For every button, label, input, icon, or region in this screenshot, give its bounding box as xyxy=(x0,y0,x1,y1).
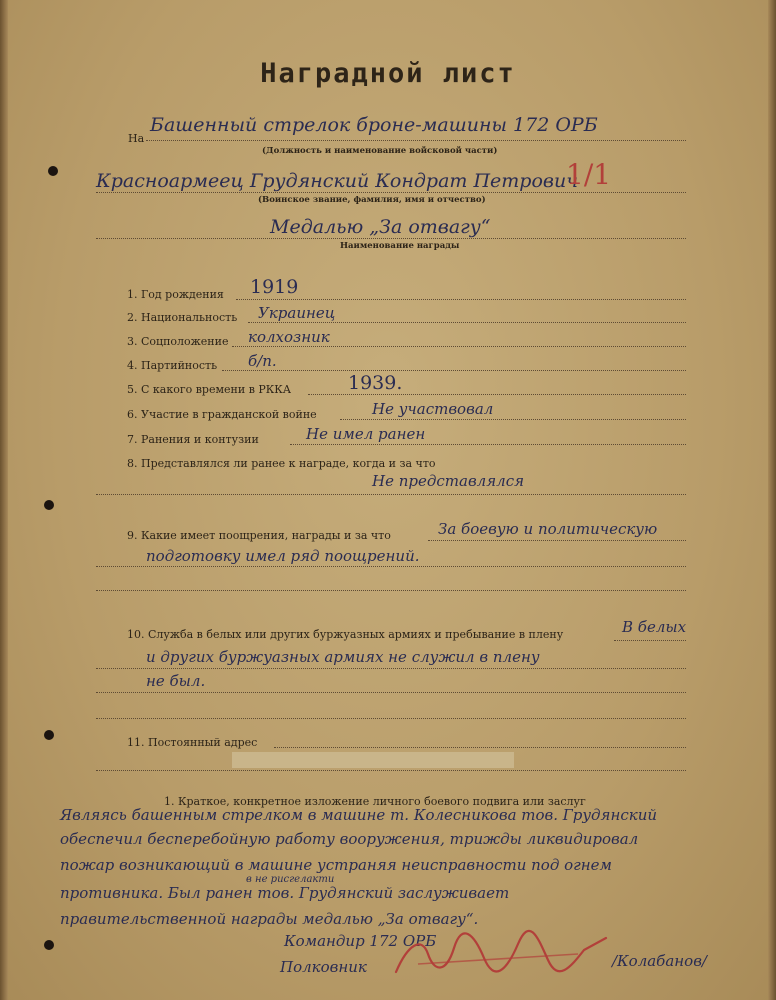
q10-value-2: и других буржуазных армиях не служил в плену xyxy=(146,648,540,666)
q6-line xyxy=(340,419,686,420)
q8-value: Не представлялся xyxy=(372,472,525,490)
q7-value: Не имел ранен xyxy=(306,425,426,443)
position-value: Башенный стрелок броне-машины 172 ОРБ xyxy=(150,114,598,136)
q11-line-2 xyxy=(96,770,686,771)
award-caption: Наименование награды xyxy=(340,241,460,251)
feat-line-3: пожар возникающий в машине устраняя неисправности под огнем xyxy=(60,856,612,874)
q8-line xyxy=(96,494,686,495)
punch-hole xyxy=(48,166,58,176)
q10-line-1 xyxy=(614,640,686,641)
commander: Командир 172 ОРБ xyxy=(284,932,437,950)
commander-name: /Колабанов/ xyxy=(612,952,707,970)
right-edge xyxy=(768,0,776,1000)
feat-line-2: обеспечил бесперебойную работу вооружения, трижды ликвидировал xyxy=(60,830,639,848)
redacted-address xyxy=(232,752,514,768)
q11-line-1 xyxy=(274,747,686,748)
q1-line xyxy=(236,299,686,300)
q11-label: 11. Постоянный адрес xyxy=(127,736,258,749)
q6-label: 6. Участие в гражданской войне xyxy=(127,408,317,421)
feat-line-5: правительственной награды медалью „За отвагу“. xyxy=(60,910,479,928)
signature-icon xyxy=(388,924,618,984)
feat-insert: в не рисгелакти xyxy=(246,874,335,885)
q4-value: б/п. xyxy=(248,352,277,370)
q3-line xyxy=(232,346,686,347)
q3-value: колхозник xyxy=(248,328,330,346)
q4-label: 4. Партийность xyxy=(127,359,218,372)
q10-label: 10. Служба в белых или других буржуазных армиях и пребывание в плену xyxy=(127,628,564,641)
q10-line-4 xyxy=(96,718,686,719)
na-label: На xyxy=(128,132,145,145)
q9-line-3 xyxy=(96,590,686,591)
q9-value-2: подготовку имел ряд поощрений. xyxy=(146,547,420,565)
q1-label: 1. Год рождения xyxy=(127,288,224,301)
award-line xyxy=(96,238,686,239)
document-title: Наградной лист xyxy=(260,58,516,89)
position-caption: (Должность и наименование войсковой части) xyxy=(262,146,498,156)
q7-label: 7. Ранения и контузии xyxy=(127,433,259,446)
q5-line xyxy=(308,394,686,395)
q9-label: 9. Какие имеет поощрения, награды и за что xyxy=(127,529,391,542)
q2-line xyxy=(248,322,686,323)
q1-value: 1919 xyxy=(250,276,299,298)
feat-line-4: противника. Был ранен тов. Грудянский заслуживает xyxy=(60,884,510,902)
punch-hole xyxy=(44,500,54,510)
rank-name-line xyxy=(96,192,686,193)
punch-hole xyxy=(44,940,54,950)
q7-line xyxy=(290,444,686,445)
q5-value: 1939. xyxy=(348,372,403,394)
position-line xyxy=(146,140,686,141)
q8-label: 8. Представлялся ли ранее к награде, когда и за что xyxy=(127,457,436,470)
q9-value: За боевую и политическую xyxy=(438,520,658,538)
q10-value: В белых xyxy=(622,618,687,636)
q9-line-2 xyxy=(96,566,686,567)
q2-label: 2. Национальность xyxy=(127,311,238,324)
q4-line xyxy=(222,370,686,371)
commander-rank: Полковник xyxy=(280,958,367,976)
award-value: Медалью „За отвагу“ xyxy=(270,216,491,238)
feat-caption: 1. Краткое, конкретное изложение личного боевого подвига или заслуг xyxy=(164,795,586,808)
feat-line-1: Являясь башенным стрелком в машине т. Колесникова тов. Грудянский xyxy=(60,806,658,824)
rank-name-caption: (Воинское звание, фамилия, имя и отчество) xyxy=(258,195,486,205)
q3-label: 3. Соцположение xyxy=(127,335,229,348)
q10-line-2 xyxy=(96,668,686,669)
q2-value: Украинец xyxy=(258,304,336,322)
q6-value: Не участвовал xyxy=(372,400,494,418)
q10-value-3: не был. xyxy=(146,672,206,690)
q10-line-3 xyxy=(96,692,686,693)
q9-line-1 xyxy=(428,540,686,541)
rank-name-value: Красноармеец Грудянский Кондрат Петрович xyxy=(96,170,579,192)
punch-hole xyxy=(44,730,54,740)
red-mark: 1/1 xyxy=(566,158,612,191)
q5-label: 5. С какого времени в РККА xyxy=(127,383,292,396)
left-edge xyxy=(0,0,8,1000)
